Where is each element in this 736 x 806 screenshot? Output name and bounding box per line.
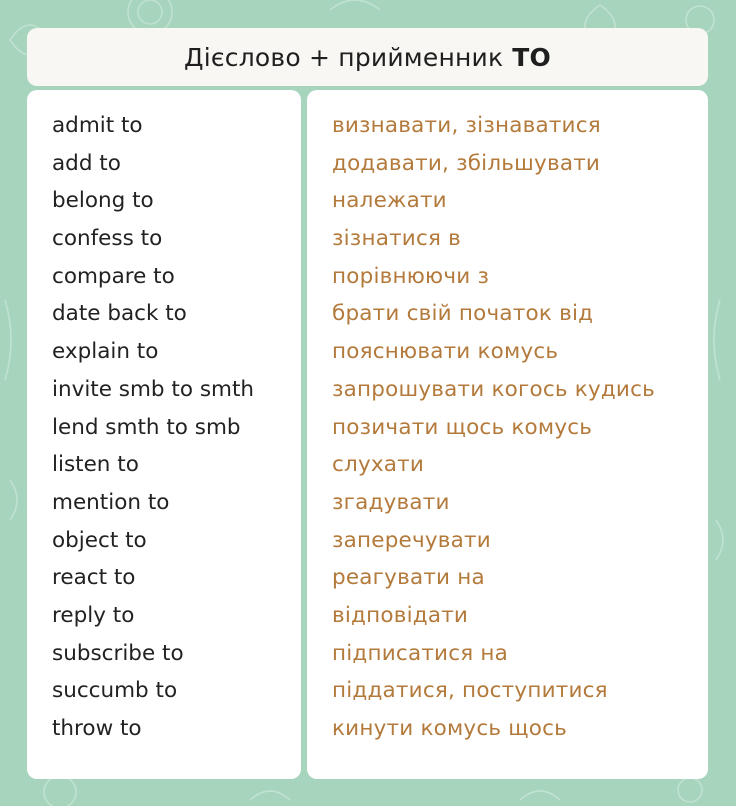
translation-item: реагувати на bbox=[332, 565, 485, 591]
page-title-main: Дієслово + прийменник bbox=[184, 42, 504, 72]
translation-item: зізнатися в bbox=[332, 226, 462, 252]
page-title bbox=[27, 28, 708, 86]
translation-item: визнавати, зізнаватися bbox=[332, 113, 601, 138]
verb-item: add to bbox=[52, 150, 121, 176]
verb-item: lend smth to smb bbox=[52, 414, 241, 440]
translation-item: кинути комусь щось bbox=[332, 716, 567, 741]
translation-item: відповідати bbox=[332, 602, 469, 628]
verb-item: reply to bbox=[52, 602, 135, 628]
translation-item: підписатися на bbox=[332, 640, 509, 666]
translation-item: пояснювати комусь bbox=[332, 339, 559, 365]
verb-item: subscribe to bbox=[52, 640, 184, 666]
verb-item: confess to bbox=[52, 226, 163, 252]
translation-item: слухати bbox=[332, 452, 425, 478]
translation-item: запрошувати когось кудись bbox=[332, 376, 655, 402]
verb-item: invite smb to smth bbox=[52, 376, 255, 402]
verb-item: explain to bbox=[52, 339, 159, 365]
translation-item: заперечувати bbox=[332, 527, 491, 553]
translation-item: належати bbox=[332, 188, 447, 214]
verbs-panel bbox=[27, 90, 301, 779]
verb-item: compare to bbox=[52, 263, 175, 289]
translation-item: згадувати bbox=[332, 489, 450, 515]
translation-item: порівнюючи з bbox=[332, 263, 490, 289]
verb-item: mention to bbox=[52, 489, 170, 515]
verbs-list bbox=[52, 107, 254, 748]
translation-item: позичати щось комусь bbox=[332, 414, 593, 440]
verb-item: throw to bbox=[52, 716, 142, 741]
verb-item: object to bbox=[52, 527, 147, 553]
verb-item: date back to bbox=[52, 301, 187, 327]
translation-item: додавати, збільшувати bbox=[332, 150, 601, 176]
verb-item: listen to bbox=[52, 452, 139, 478]
verb-item: succumb to bbox=[52, 678, 178, 704]
translations-list bbox=[332, 107, 655, 748]
translations-panel bbox=[307, 90, 708, 779]
verb-item: admit to bbox=[52, 113, 143, 138]
verb-item: react to bbox=[52, 565, 136, 591]
translation-item: піддатися, поступитися bbox=[332, 678, 608, 704]
translation-item: брати свій початок від bbox=[332, 301, 594, 327]
verb-item: belong to bbox=[52, 188, 154, 214]
page-title-preposition: TO bbox=[512, 42, 551, 72]
